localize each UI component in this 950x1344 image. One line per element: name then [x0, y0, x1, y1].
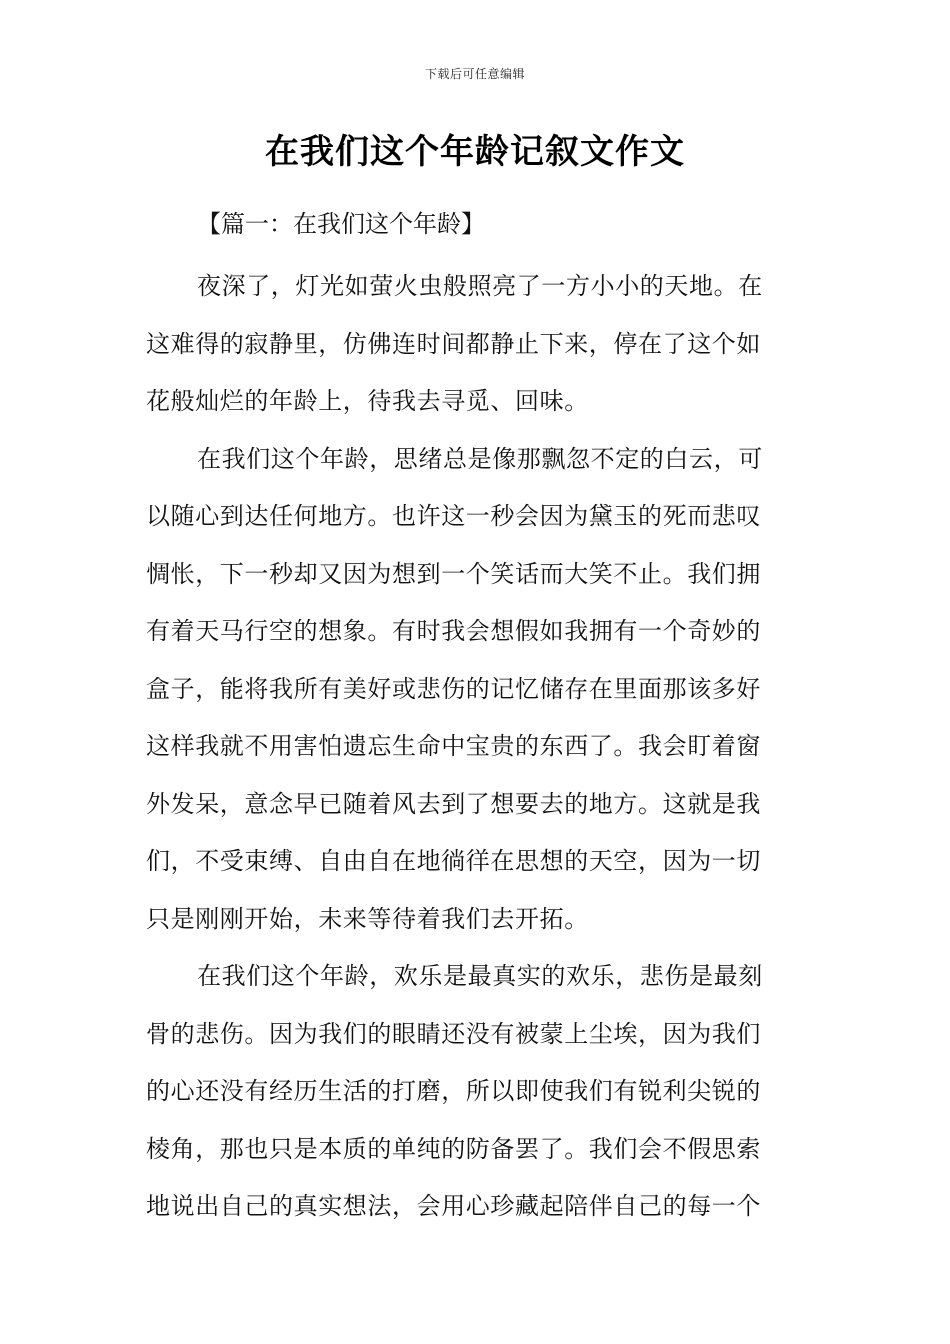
text-line: 盒子，能将我所有美好或悲伤的记忆储存在里面那该多好 — [146, 674, 761, 703]
text-line: 有着天马行空的想象。有时我会想假如我拥有一个奇妙的 — [146, 617, 761, 645]
text-line: 惆怅，下一秒却又因为想到一个笑话而大笑不止。我们拥 — [146, 559, 761, 588]
article-body — [146, 258, 806, 1236]
header-note: 下载后可任意编辑 — [424, 67, 525, 81]
text-line: 这样我就不用害怕遗忘生命中宝贵的东西了。我会盯着窗 — [146, 732, 761, 760]
paragraph-2 — [146, 431, 806, 949]
section-heading: 【篇一：在我们这个年龄】 — [197, 210, 485, 238]
text-line: 棱角，那也只是本质的单纯的防备罢了。我们会不假思索 — [146, 1134, 761, 1163]
document-title: 在我们这个年龄记叙文作文 — [265, 132, 685, 172]
text-line: 以随心到达任何地方。也许这一秒会因为黛玉的死而悲叹 — [146, 502, 761, 530]
text-line: 花般灿烂的年龄上，待我去寻觅、回味。 — [146, 387, 589, 415]
text-line: 夜深了，灯光如萤火虫般照亮了一方小小的天地。在 — [197, 272, 763, 300]
paragraph-1 — [146, 258, 806, 431]
text-line: 们，不受束缚、自由自在地徜徉在思想的天空，因为一切 — [146, 847, 761, 875]
text-line: 骨的悲伤。因为我们的眼睛还没有被蒙上尘埃，因为我们 — [146, 1019, 761, 1048]
paragraph-3 — [146, 948, 806, 1236]
text-line: 地说出自己的真实想法，会用心珍藏起陪伴自己的每一个 — [146, 1192, 761, 1220]
text-line: 这难得的寂静里，仿佛连时间都静止下来，停在了这个如 — [146, 329, 761, 358]
text-line: 在我们这个年龄，思绪总是像那飘忽不定的白云，可 — [197, 444, 763, 473]
text-line: 只是刚刚开始，未来等待着我们去开拓。 — [146, 904, 589, 933]
text-line: 外发呆，意念早已随着风去到了想要去的地方。这就是我 — [146, 789, 761, 818]
text-line: 在我们这个年龄，欢乐是最真实的欢乐，悲伤是最刻 — [197, 962, 763, 990]
text-line: 的心还没有经历生活的打磨，所以即使我们有锐利尖锐的 — [146, 1077, 761, 1105]
